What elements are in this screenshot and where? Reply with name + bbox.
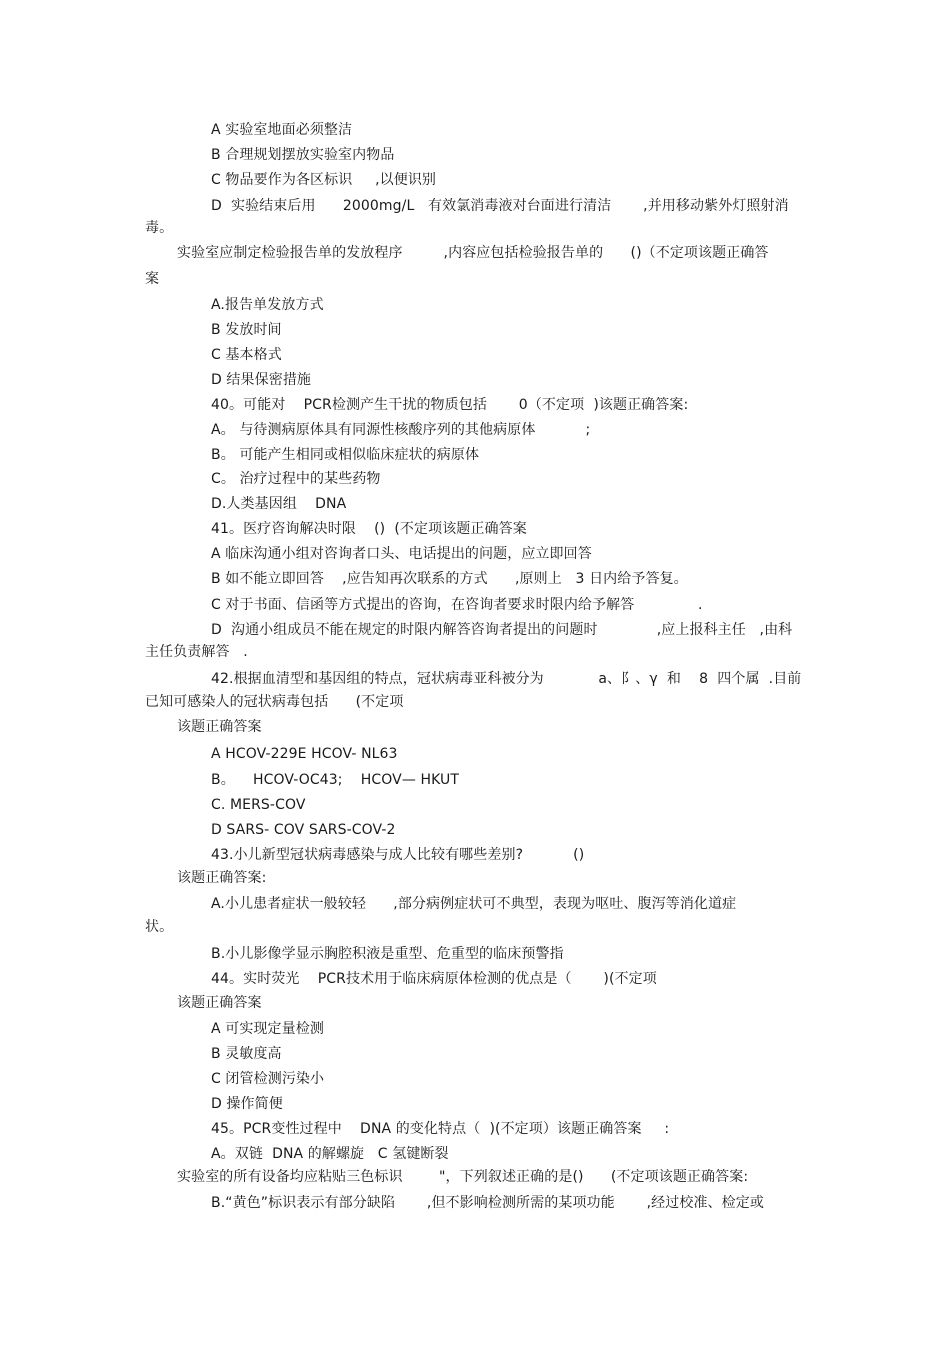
- text-line: B 灵敏度高: [211, 1046, 282, 1062]
- text-line: C 基本格式: [211, 347, 282, 363]
- text-line: 实验室的所有设备均应粘贴三色标识 "，下列叙述正确的是() (不定项该题正确答案:: [177, 1169, 749, 1185]
- text-line: A.小儿患者症状一般较轻 ,部分病例症状可不典型，表现为呕吐、腹泻等消化道症: [211, 896, 737, 912]
- text-line: C。 治疗过程中的某些药物: [211, 471, 381, 487]
- text-line: B。 可能产生相同或相似临床症状的病原体: [211, 447, 480, 463]
- text-line: C 闭管检测污染小: [211, 1071, 325, 1087]
- text-line: D.人类基因组 DNA: [211, 496, 347, 512]
- text-line: B 合理规划摆放实验室内物品: [211, 147, 395, 163]
- text-line: B.小儿影像学显示胸腔积液是重型、危重型的临床预警指: [211, 946, 564, 962]
- text-line: 44。实时荧光 PCR技术用于临床病原体检测的优点是（ )(不定项: [211, 971, 657, 987]
- text-line: 毒。: [145, 220, 174, 236]
- text-line: A 实验室地面必须整洁: [211, 122, 353, 138]
- text-line: A 临床沟通小组对咨询者口头、电话提出的问题，应立即回答: [211, 546, 592, 562]
- text-line: 案: [145, 271, 160, 287]
- text-line: A 可实现定量检测: [211, 1021, 324, 1037]
- text-line: 已知可感染人的冠状病毒包括 (不定项: [145, 694, 404, 710]
- text-line: A。双链 DNA 的解螺旋 C 氢键断裂: [211, 1146, 449, 1162]
- text-line: 40。可能对 PCR检测产生干扰的物质包括 0（不定项 )该题正确答案:: [211, 397, 689, 413]
- text-line: 该题正确答案:: [177, 870, 267, 886]
- text-line: 主任负责解答 .: [145, 644, 248, 660]
- text-line: C. MERS-COV: [211, 797, 306, 813]
- text-line: 实验室应制定检验报告单的发放程序 ,内容应包括检验报告单的 ()（不定项该题正确答: [177, 245, 769, 261]
- text-line: A HCOV-229E HCOV- NL63: [211, 746, 398, 762]
- text-line: A。 与待测病原体具有同源性核酸序列的其他病原体 ;: [211, 422, 591, 438]
- text-line: D 操作简便: [211, 1096, 283, 1112]
- text-line: B.“黄色”标识表示有部分缺陷 ,但不影响检测所需的某项功能 ,经过校准、检定或: [211, 1195, 764, 1211]
- text-line: B 如不能立即回答 ,应告知再次联系的方式 ,原则上 3 日内给予答复。: [211, 571, 688, 587]
- text-line: B 发放时间: [211, 322, 282, 338]
- text-line: A.报告单发放方式: [211, 297, 324, 313]
- text-line: D 结果保密措施: [211, 372, 312, 388]
- text-line: 41。医疗咨询解决时限 () (不定项该题正确答案: [211, 521, 527, 537]
- text-line: 该题正确答案: [177, 719, 262, 735]
- text-line: 状。: [145, 919, 174, 935]
- text-line: D 实验结束后用 2000mg/L 有效氯消毒液对台面进行清洁 ,并用移动紫外灯照射消: [211, 198, 789, 214]
- text-line: B。 HCOV-OC43; HCOV— HKUT: [211, 772, 460, 788]
- text-line: D 沟通小组成员不能在规定的时限内解答咨询者提出的问题时 ,应上报科主任 ,由科: [211, 622, 793, 638]
- text-line: D SARS- COV SARS-COV-2: [211, 822, 396, 838]
- text-line: 45。PCR变性过程中 DNA 的变化特点（ )(不定项）该题正确答案 :: [211, 1121, 670, 1137]
- text-line: 43.小儿新型冠状病毒感染与成人比较有哪些差别? (): [211, 847, 585, 863]
- text-line: C 对于书面、信函等方式提出的咨询，在咨询者要求时限内给予解答 .: [211, 597, 703, 613]
- text-line: 该题正确答案: [177, 995, 262, 1011]
- text-line: C 物品要作为各区标识 ,以便识别: [211, 172, 437, 188]
- text-line: 42.根据血清型和基因组的特点，冠状病毒亚科被分为 a、阝、γ 和 8 四个属 .目前: [211, 671, 802, 687]
